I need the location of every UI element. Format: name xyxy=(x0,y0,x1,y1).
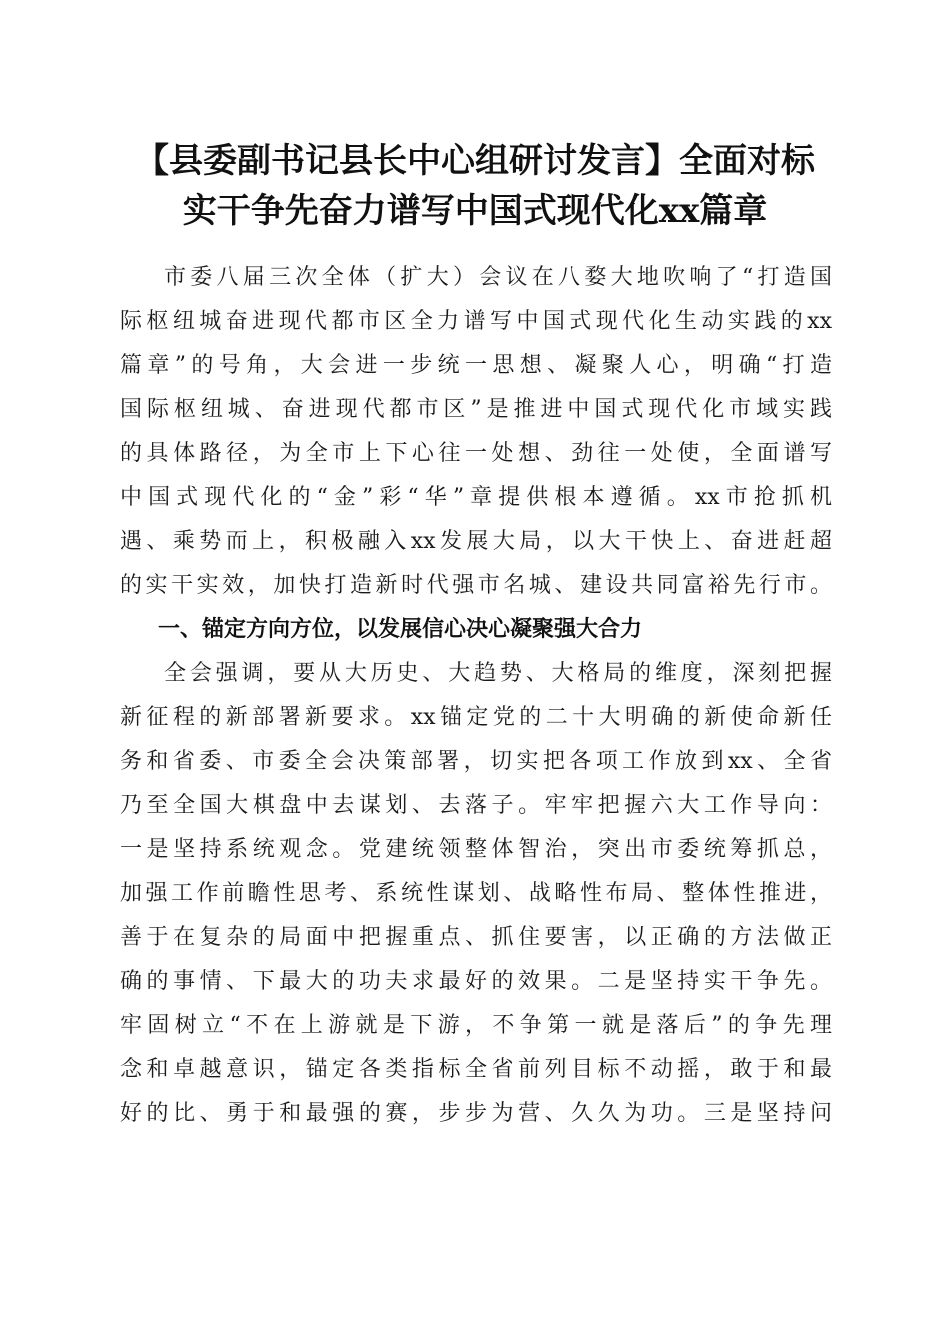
title-line: 实干争先奋力谱写中国式现代化xx篇章 xyxy=(182,191,768,231)
paragraph-line: 新征程的新部署新要求。xx锚定党的二十大明确的新使命新任 xyxy=(120,705,832,730)
paragraph-line: 乃至全国大棋盘中去谋划、去落子。牢牢把握六大工作导向： xyxy=(120,793,832,818)
paragraph-line: 际枢纽城奋进现代都市区全力谱写中国式现代化生动实践的xx xyxy=(120,309,832,334)
paragraph-line: 好的比、勇于和最强的赛，步步为营、久久为功。三是坚持问 xyxy=(120,1101,832,1126)
paragraph-line: 篇章”的号角，大会进一步统一思想、凝聚人心，明确“打造 xyxy=(120,353,832,378)
section-heading: 一、锚定方向方位，以发展信心决心凝聚强大合力 xyxy=(158,617,643,642)
paragraph-line: 的具体路径，为全市上下心往一处想、劲往一处使，全面谱写 xyxy=(120,441,832,466)
paragraph-line: 牢固树立“不在上游就是下游，不争第一就是落后”的争先理 xyxy=(120,1013,832,1038)
paragraph-line: 遇、乘势而上，积极融入xx发展大局，以大干快上、奋进赶超 xyxy=(120,529,832,554)
paragraph-line: 务和省委、市委全会决策部署，切实把各项工作放到xx、全省 xyxy=(120,749,832,774)
paragraph-line: 加强工作前瞻性思考、系统性谋划、战略性布局、整体性推进， xyxy=(120,881,832,906)
document-title xyxy=(100,136,850,236)
paragraph-line: 中国式现代化的“金”彩“华”章提供根本遵循。xx市抢抓机 xyxy=(120,485,832,510)
paragraph-line: 念和卓越意识，锚定各类指标全省前列目标不动摇，敢于和最 xyxy=(120,1057,832,1082)
paragraph-line: 市委八届三次全体（扩大）会议在八婺大地吹响了“打造国 xyxy=(164,265,832,290)
section-paragraph xyxy=(120,652,832,1136)
paragraph-line: 确的事情、下最大的功夫求最好的效果。二是坚持实干争先。 xyxy=(120,969,832,994)
title-line: 【县委副书记县长中心组研讨发言】全面对标 xyxy=(135,141,815,181)
intro-paragraph xyxy=(120,256,832,608)
document-body xyxy=(120,256,832,1136)
paragraph-line: 国际枢纽城、奋进现代都市区”是推进中国式现代化市域实践 xyxy=(120,397,832,422)
paragraph-line: 一是坚持系统观念。党建统领整体智治，突出市委统筹抓总， xyxy=(120,837,832,862)
paragraph-line: 的实干实效，加快打造新时代强市名城、建设共同富裕先行市。 xyxy=(120,573,832,598)
paragraph-line: 全会强调，要从大历史、大趋势、大格局的维度，深刻把握 xyxy=(164,661,832,686)
paragraph-line: 善于在复杂的局面中把握重点、抓住要害，以正确的方法做正 xyxy=(120,925,832,950)
